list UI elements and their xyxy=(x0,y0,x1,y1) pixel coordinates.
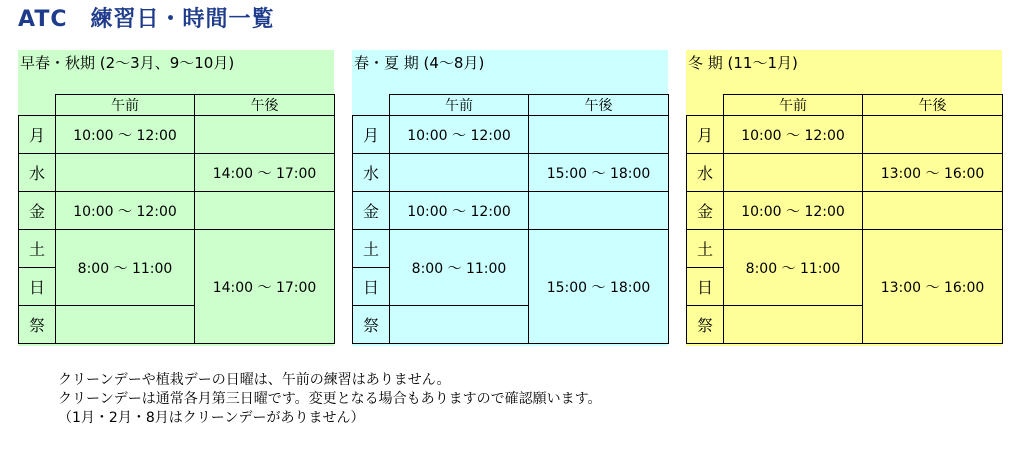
pm-cell xyxy=(195,192,335,230)
day-cell: 祭 xyxy=(353,306,390,344)
day-cell: 金 xyxy=(687,192,724,230)
weekend-pm-cell: 14:00 ～ 17:00 xyxy=(195,230,335,344)
header-am: 午前 xyxy=(724,95,863,116)
am-cell: 10:00 ～ 12:00 xyxy=(56,116,195,154)
pm-cell xyxy=(195,116,335,154)
pm-cell: 15:00 ～ 18:00 xyxy=(529,154,669,192)
pm-cell xyxy=(529,116,669,154)
day-cell: 水 xyxy=(353,154,390,192)
note-line: （1月・2月・8月はクリーンデーがありません） xyxy=(58,410,365,426)
header-am: 午前 xyxy=(56,95,195,116)
day-cell: 水 xyxy=(687,154,724,192)
header-pm: 午後 xyxy=(529,95,669,116)
schedule-table xyxy=(352,94,669,344)
season-title: 春・夏 期 (4～8月) xyxy=(354,54,485,72)
day-cell: 祭 xyxy=(19,306,56,344)
day-cell: 日 xyxy=(687,268,724,306)
schedule-table xyxy=(18,94,335,344)
day-cell: 日 xyxy=(19,268,56,306)
page-title: ATC 練習日・時間一覧 xyxy=(18,7,275,32)
notes xyxy=(58,371,601,428)
am-cell: 10:00 ～ 12:00 xyxy=(724,116,863,154)
schedule-table xyxy=(686,94,1003,344)
day-cell: 水 xyxy=(19,154,56,192)
day-cell: 金 xyxy=(353,192,390,230)
season-panel-spring-summer xyxy=(352,50,668,346)
pm-cell xyxy=(863,116,1003,154)
note-line: クリーンデーや植栽デーの日曜は、午前の練習はありません。 xyxy=(58,372,451,388)
header-blank xyxy=(19,95,56,116)
day-cell: 土 xyxy=(687,230,724,268)
header-pm: 午後 xyxy=(863,95,1003,116)
season-title: 早春・秋期 (2～3月、9～10月) xyxy=(20,54,235,72)
am-cell xyxy=(724,306,863,344)
day-cell: 土 xyxy=(353,230,390,268)
season-title: 冬 期 (11～1月) xyxy=(688,54,798,72)
day-cell: 金 xyxy=(19,192,56,230)
pm-cell: 14:00 ～ 17:00 xyxy=(195,154,335,192)
am-cell: 10:00 ～ 12:00 xyxy=(390,192,529,230)
am-cell xyxy=(390,306,529,344)
day-cell: 月 xyxy=(687,116,724,154)
day-cell: 土 xyxy=(19,230,56,268)
weekend-am-cell: 8:00 ～ 11:00 xyxy=(56,230,195,306)
season-panel-winter xyxy=(686,50,1002,346)
am-cell xyxy=(390,154,529,192)
am-cell: 10:00 ～ 12:00 xyxy=(724,192,863,230)
day-cell: 日 xyxy=(353,268,390,306)
weekend-am-cell: 8:00 ～ 11:00 xyxy=(724,230,863,306)
header-am: 午前 xyxy=(390,95,529,116)
header-blank xyxy=(353,95,390,116)
weekend-pm-cell: 15:00 ～ 18:00 xyxy=(529,230,669,344)
header-blank xyxy=(687,95,724,116)
am-cell: 10:00 ～ 12:00 xyxy=(56,192,195,230)
day-cell: 月 xyxy=(19,116,56,154)
am-cell xyxy=(724,154,863,192)
day-cell: 月 xyxy=(353,116,390,154)
pm-cell: 13:00 ～ 16:00 xyxy=(863,154,1003,192)
season-panel-early-spring-autumn xyxy=(18,50,334,346)
weekend-pm-cell: 13:00 ～ 16:00 xyxy=(863,230,1003,344)
weekend-am-cell: 8:00 ～ 11:00 xyxy=(390,230,529,306)
am-cell xyxy=(56,154,195,192)
pm-cell xyxy=(863,192,1003,230)
header-pm: 午後 xyxy=(195,95,335,116)
am-cell: 10:00 ～ 12:00 xyxy=(390,116,529,154)
pm-cell xyxy=(529,192,669,230)
am-cell xyxy=(56,306,195,344)
day-cell: 祭 xyxy=(687,306,724,344)
note-line: クリーンデーは通常各月第三日曜です。変更となる場合もありますので確認願います。 xyxy=(58,391,602,407)
